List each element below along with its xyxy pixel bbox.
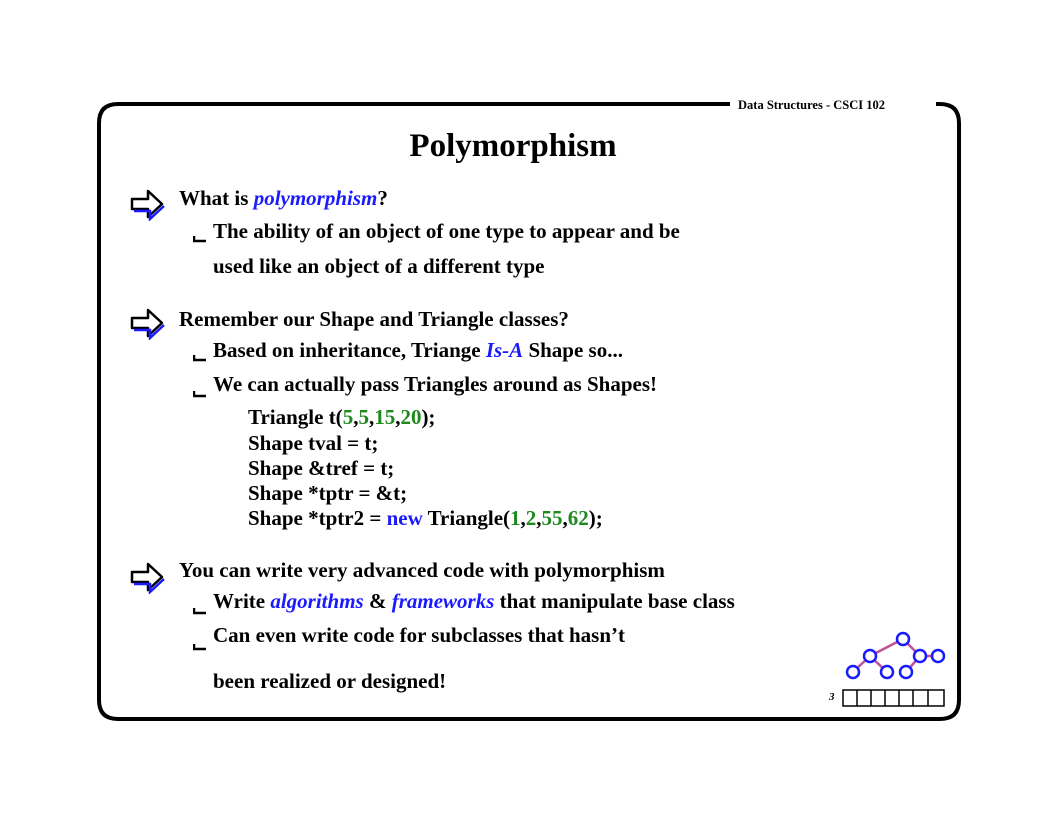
slide-title: Polymorphism	[409, 128, 617, 164]
bullet-remember-classes: Remember our Shape and Triangle classes?	[179, 307, 569, 331]
sub-bullet-inheritance: Based on inheritance, Triange Is-A Shape so...	[213, 338, 623, 362]
arrow-bullet-icon	[128, 187, 166, 221]
sub-bullet-pass-triangles: We can actually pass Triangles around as Shapes!	[213, 372, 658, 396]
sub-bullet-algorithms: Write algorithms & frameworks that manipulate base class	[213, 589, 735, 613]
dash-bullet-icon	[193, 389, 207, 399]
course-header: Data Structures - CSCI 102	[738, 98, 885, 112]
code-line-5: Shape *tptr2 = new Triangle(1,2,55,62);	[248, 506, 603, 530]
sub-bullet-subclasses-line1: Can even write code for subclasses that hasn’t	[213, 623, 626, 647]
page-number: 3	[829, 691, 835, 703]
sub-bullet-subclasses-line2: been realized or designed!	[213, 669, 447, 693]
dash-bullet-icon	[193, 642, 207, 652]
dash-bullet-icon	[193, 353, 207, 363]
bullet-advanced-code: You can write very advanced code with polymorphism	[179, 558, 665, 582]
dash-bullet-icon	[193, 606, 207, 616]
code-line-3: Shape &tref = t;	[248, 456, 395, 480]
tree-array-logo-icon	[835, 625, 949, 709]
code-line-1: Triangle t(5,5,15,20);	[248, 405, 436, 429]
sub-bullet-ability-line1: The ability of an object of one type to appear and be	[213, 219, 680, 243]
code-line-2: Shape tval = t;	[248, 431, 379, 455]
sub-bullet-ability-line2: used like an object of a different type	[213, 254, 545, 278]
code-line-4: Shape *tptr = &t;	[248, 481, 408, 505]
bullet-what-is-polymorphism: What is polymorphism?	[179, 186, 388, 210]
arrow-bullet-icon	[128, 560, 166, 594]
dash-bullet-icon	[193, 234, 207, 244]
arrow-bullet-icon	[128, 306, 166, 340]
